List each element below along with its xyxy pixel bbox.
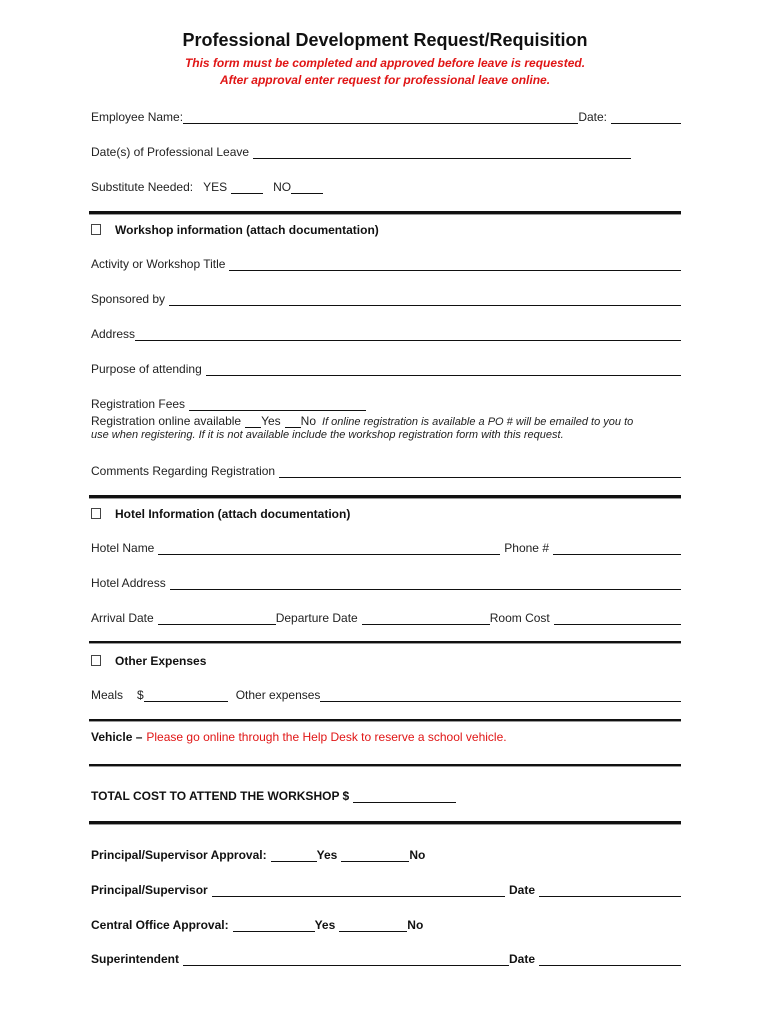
dates-of-leave-row (91, 141, 631, 159)
section-divider-1 (89, 211, 681, 215)
notice-line-1: This form must be completed and approved before leave is requested. (184, 56, 586, 70)
hotel-address-row (91, 572, 681, 590)
vehicle-row (91, 726, 681, 744)
superintendent-signature-field[interactable] (183, 952, 509, 966)
substitute-label: Substitute Needed: (91, 180, 194, 194)
central-yes-field[interactable] (233, 918, 315, 932)
online-note-1: If online registration is available a PO # will be emailed to you to (322, 416, 634, 428)
purpose-row (91, 358, 681, 376)
principal-approval-row (91, 844, 431, 862)
total-label: TOTAL COST TO ATTEND THE WORKSHOP $ (91, 789, 350, 803)
meals-dollar: $ (137, 688, 144, 702)
online-yes-label: Yes (261, 414, 281, 428)
principal-yes-label: Yes (316, 848, 338, 862)
arrival-label: Arrival Date (91, 611, 154, 625)
notice-line-2: After approval enter request for professional leave online. (219, 73, 551, 87)
employee-name-field[interactable] (183, 110, 578, 124)
activity-row (91, 253, 681, 271)
section-divider-2 (89, 495, 681, 499)
dates-of-leave-field[interactable] (253, 145, 631, 159)
activity-field[interactable] (229, 257, 681, 271)
phone-field[interactable] (553, 541, 681, 555)
total-row (91, 785, 456, 803)
arrival-row (91, 607, 681, 625)
online-yes-field[interactable] (245, 414, 261, 428)
other-expenses-field[interactable] (320, 688, 681, 702)
meals-label: Meals (91, 688, 124, 702)
section-divider-6 (89, 821, 681, 825)
checkbox-icon[interactable] (91, 224, 101, 235)
address-field[interactable] (135, 327, 681, 341)
hotel-name-label: Hotel Name (91, 541, 155, 555)
employee-name-row (91, 106, 681, 124)
central-yes-label: Yes (314, 918, 336, 932)
vehicle-text: Please go online through the Help Desk to reserve a school vehicle. (146, 730, 507, 744)
substitute-no-label: NO (273, 180, 292, 194)
dates-of-leave-label: Date(s) of Professional Leave (91, 145, 250, 159)
hotel-name-field[interactable] (158, 541, 500, 555)
principal-approval-label: Principal/Supervisor Approval: (91, 848, 267, 862)
principal-label: Principal/Supervisor (91, 883, 208, 897)
meals-field[interactable] (144, 688, 228, 702)
hotel-address-label: Hotel Address (91, 576, 166, 590)
online-label: Registration online available (91, 414, 242, 428)
online-row (91, 410, 691, 428)
superintendent-date-label: Date (508, 952, 535, 966)
date-field[interactable] (611, 110, 681, 124)
room-label: Room Cost (489, 611, 550, 625)
substitute-yes-field[interactable] (231, 180, 263, 194)
fees-label: Registration Fees (91, 397, 186, 411)
central-no-label: No (407, 918, 424, 932)
address-label: Address (91, 327, 136, 341)
online-note-2: use when registering. If it is not available include the workshop registration form with this request. (91, 429, 564, 441)
departure-field[interactable] (362, 611, 490, 625)
fees-row (91, 393, 366, 411)
total-field[interactable] (353, 789, 456, 803)
central-label: Central Office Approval: (91, 918, 229, 932)
central-approval-row (91, 914, 431, 932)
principal-no-field[interactable] (341, 848, 409, 862)
principal-no-label: No (409, 848, 426, 862)
principal-signature-field[interactable] (212, 883, 505, 897)
vehicle-label: Vehicle – (91, 730, 143, 744)
principal-date-label: Date (508, 883, 535, 897)
address-row (91, 323, 681, 341)
section-divider-4 (89, 719, 681, 722)
section-divider-5 (89, 764, 681, 767)
checkbox-icon[interactable] (91, 655, 101, 666)
sponsored-field[interactable] (169, 292, 681, 306)
substitute-row (91, 176, 351, 194)
superintendent-label: Superintendent (91, 952, 180, 966)
superintendent-row (91, 948, 681, 966)
substitute-no-field[interactable] (291, 180, 323, 194)
form-title: Professional Development Request/Requisition (182, 30, 588, 50)
hotel-heading-row (91, 503, 681, 521)
principal-yes-field[interactable] (271, 848, 317, 862)
phone-label: Phone # (504, 541, 549, 555)
arrival-field[interactable] (158, 611, 276, 625)
workshop-heading-row (91, 219, 681, 237)
comments-row (91, 460, 681, 478)
expenses-heading-row (91, 650, 681, 668)
hotel-heading: Hotel Information (attach documentation) (115, 507, 351, 521)
principal-signature-row (91, 879, 681, 897)
online-no-label: No (300, 414, 317, 428)
checkbox-icon[interactable] (91, 508, 101, 519)
room-field[interactable] (554, 611, 681, 625)
comments-field[interactable] (279, 464, 681, 478)
substitute-yes-label: YES (203, 180, 228, 194)
employee-name-label: Employee Name: (91, 110, 184, 124)
activity-label: Activity or Workshop Title (91, 257, 226, 271)
hotel-name-row (91, 537, 681, 555)
other-expenses-label: Other expenses (235, 688, 321, 702)
meals-row (91, 684, 681, 702)
hotel-address-field[interactable] (170, 576, 681, 590)
sponsored-label: Sponsored by (91, 292, 166, 306)
online-no-field[interactable] (285, 414, 301, 428)
purpose-label: Purpose of attending (91, 362, 202, 376)
superintendent-date-field[interactable] (539, 952, 681, 966)
sponsored-row (91, 288, 681, 306)
date-label: Date: (578, 110, 607, 124)
workshop-heading: Workshop information (attach documentation) (115, 223, 379, 237)
principal-date-field[interactable] (539, 883, 681, 897)
fees-field[interactable] (189, 397, 366, 411)
expenses-heading: Other Expenses (115, 654, 207, 668)
comments-label: Comments Regarding Registration (91, 464, 276, 478)
purpose-field[interactable] (206, 362, 681, 376)
departure-label: Departure Date (275, 611, 358, 625)
section-divider-3 (89, 641, 681, 644)
central-no-field[interactable] (339, 918, 407, 932)
